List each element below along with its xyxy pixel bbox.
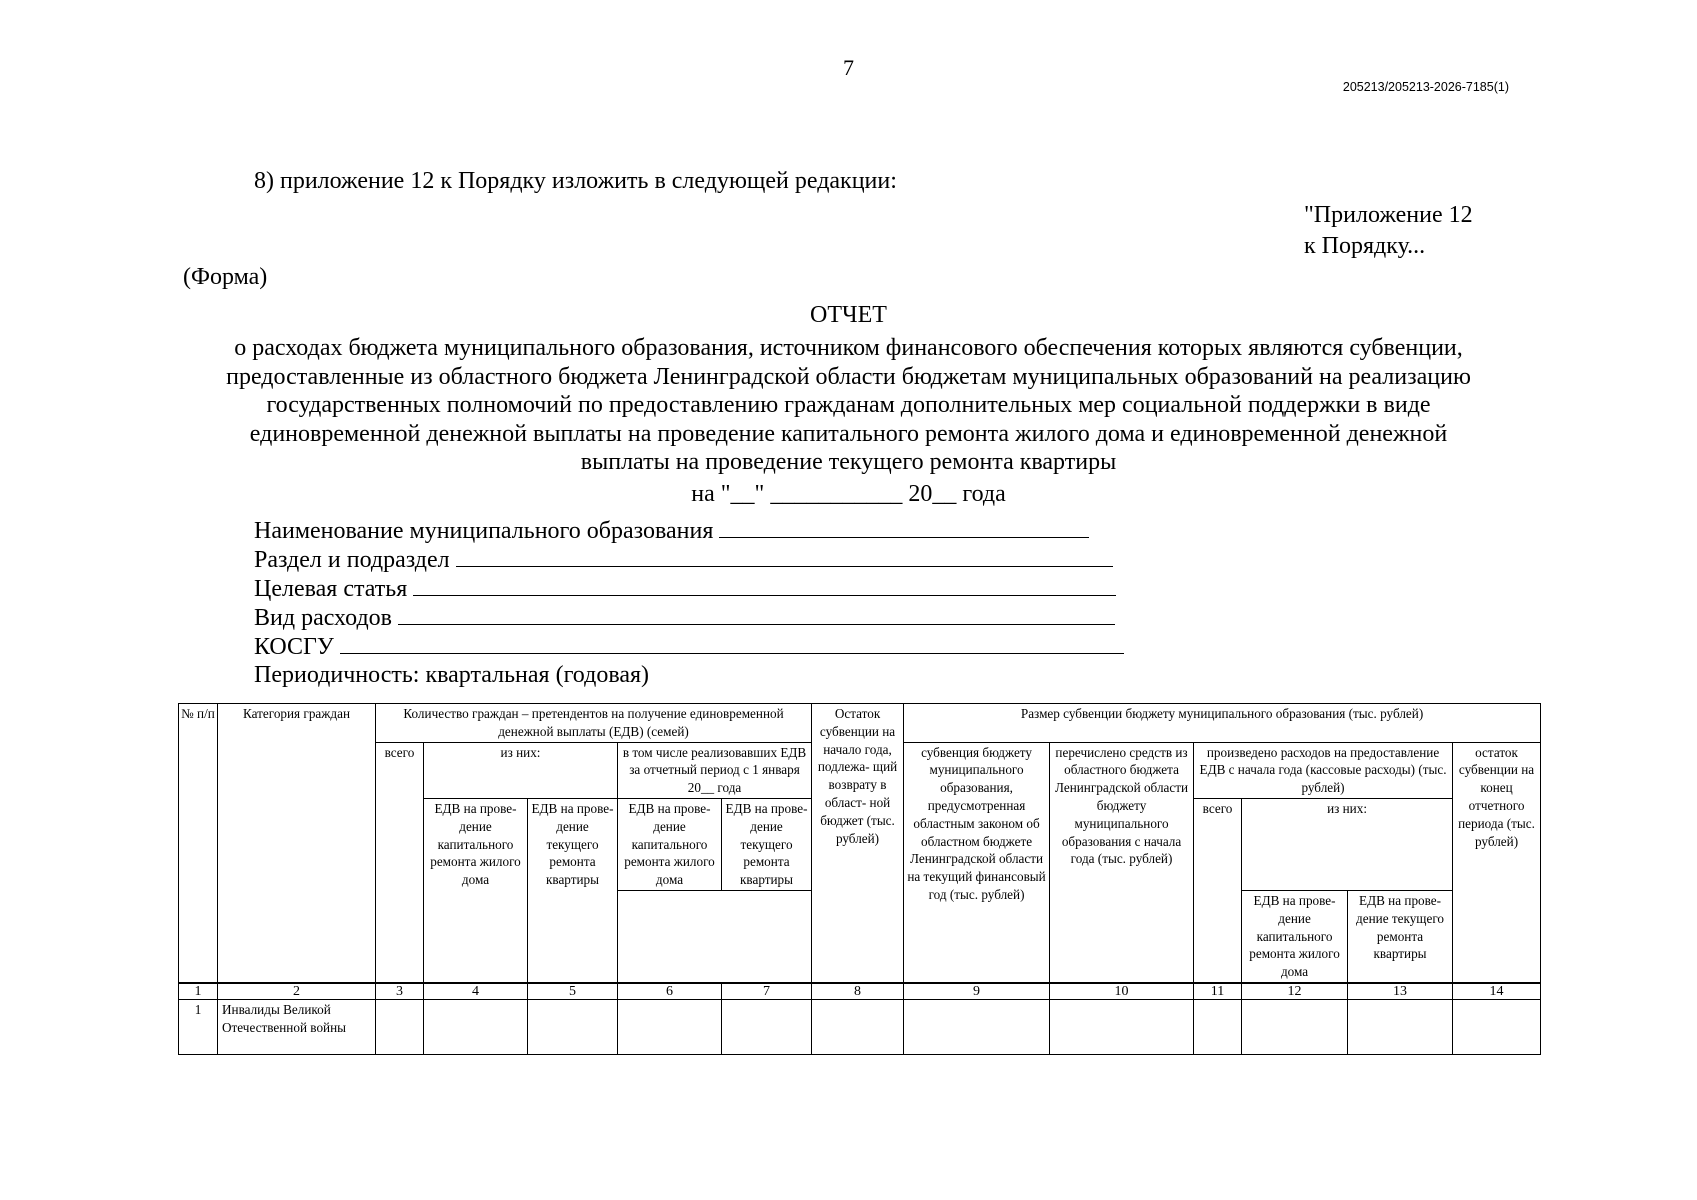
expense-type-label: Вид расходов (254, 605, 392, 631)
table-cell (812, 999, 904, 1054)
section-blank-line (456, 546, 1113, 567)
column-number: 7 (722, 983, 812, 1000)
kosgu-blank-line (340, 633, 1124, 654)
col-header-realized-current: ЕДВ на прове- дение текущего ремонта квартиры (722, 798, 812, 890)
expense-type-field (254, 604, 1115, 632)
column-number: 6 (618, 983, 722, 1000)
column-number: 3 (376, 983, 424, 1000)
column-number: 12 (1242, 983, 1348, 1000)
table-cell (1453, 999, 1541, 1054)
intro-paragraph: 8) приложение 12 к Порядку изложить в следующей редакции: (254, 168, 897, 194)
spacer-cell (618, 890, 722, 982)
section-label: Раздел и подраздел (254, 547, 450, 573)
col-header-remainder-end: остаток субвенции на конец отчетного периода (тыс. рублей) (1453, 742, 1541, 983)
report-desc-line: единовременной денежной выплаты на проведение капитального ремонта жилого дома и единовременной денежной (249, 420, 1448, 447)
report-desc-line: о расходах бюджета муниципального образования, источником финансового обеспечения которых являются субвенции, (234, 335, 1463, 361)
target-item-label: Целевая статья (254, 576, 408, 602)
col-header-subvention-group: Размер субвенции бюджету муниципального образования (тыс. рублей) (904, 704, 1541, 743)
column-number: 5 (528, 983, 618, 1000)
column-number: 2 (218, 983, 376, 1000)
periodicity: Периодичность: квартальная (годовая) (254, 662, 650, 688)
table-cell (1348, 999, 1453, 1054)
table-cell (424, 999, 528, 1054)
row-number: 1 (179, 999, 218, 1054)
appendix-reference (1304, 200, 1473, 262)
report-desc-line: выплаты на проведение текущего ремонта квартиры (580, 449, 1117, 476)
row-category: Инвалиды Великой Отечественной войны (218, 999, 376, 1054)
table-cell (1050, 999, 1194, 1054)
table-row (179, 999, 1541, 1054)
municipality-blank-line (719, 517, 1089, 538)
col-header-expenses-of-them: из них: (1242, 798, 1453, 890)
table-cell (904, 999, 1050, 1054)
appendix-line-1: "Приложение 12 (1304, 202, 1473, 228)
column-number-row (179, 983, 1541, 1000)
col-header-num: № п/п (179, 704, 218, 983)
column-number: 8 (812, 983, 904, 1000)
column-number: 14 (1453, 983, 1541, 1000)
table-cell (528, 999, 618, 1054)
target-item-blank-line (413, 575, 1116, 596)
col-header-category: Категория граждан (218, 704, 376, 983)
page-number: 7 (843, 55, 854, 80)
kosgu-field (254, 633, 1124, 661)
column-number: 11 (1194, 983, 1242, 1000)
report-desc-line: предоставленные из областного бюджета Ленинградской области бюджетам муниципальных образований на реализацию (226, 363, 1471, 390)
column-number: 10 (1050, 983, 1194, 1000)
expense-type-blank-line (398, 604, 1115, 625)
report-desc-line: государственных полномочий по предоставлению гражданам дополнительных мер социальной поддержки в виде (266, 392, 1431, 419)
col-header-of-them: из них: (424, 742, 618, 798)
report-date-line: на "__" ___________ 20__ года (691, 481, 1006, 507)
col-header-realized-capital: ЕДВ на прове- дение капитального ремонта жилого дома (618, 798, 722, 890)
table-cell (376, 999, 424, 1054)
kosgu-label: КОСГУ (254, 634, 334, 660)
table-header-row (179, 704, 1541, 743)
table-cell (1242, 999, 1348, 1054)
document-code: 205213/205213-2026-7185(1) (1342, 80, 1509, 94)
report-title: ОТЧЕТ (810, 302, 887, 328)
report-table (178, 703, 1541, 1055)
col-header-transferred: перечислено средств из областного бюджета Ленинградской области бюджету муниципального образования с начала года (тыс. рублей) (1050, 742, 1194, 983)
spacer-cell (722, 890, 812, 982)
col-header-expenses: произведено расходов на предоставление ЕДВ с начала года (кассовые расходы) (тыс. рублей) (1194, 742, 1453, 798)
col-header-count-group: Количество граждан – претендентов на получение единовременной денежной выплаты (ЕДВ) (семей) (376, 704, 812, 743)
col-header-remainder-start: Остаток субвенции на начало года, подлежа- щий возврату в област- ной бюджет (тыс. рублей) (812, 704, 904, 983)
table-cell (1194, 999, 1242, 1054)
col-header-edv-capital: ЕДВ на прове- дение капитального ремонта жилого дома (424, 798, 528, 982)
column-number: 9 (904, 983, 1050, 1000)
report-description (160, 334, 1537, 477)
col-header-subvention-law: субвенция бюджету муниципального образования, предусмотренная областным законом об областном бюджете Ленинградской области на текущий финансовый год (тыс. рублей) (904, 742, 1050, 983)
col-header-total: всего (376, 742, 424, 983)
table-cell (618, 999, 722, 1054)
col-header-realized: в том числе реализовавших ЕДВ за отчетный период с 1 января 20__ года (618, 742, 812, 798)
municipality-field (254, 517, 1089, 545)
col-header-expenses-total: всего (1194, 798, 1242, 982)
col-header-expenses-current: ЕДВ на прове- дение текущего ремонта квартиры (1348, 890, 1453, 982)
column-number: 1 (179, 983, 218, 1000)
appendix-line-2: к Порядку... (1304, 233, 1426, 259)
column-number: 13 (1348, 983, 1453, 1000)
target-item-field (254, 575, 1116, 603)
table-cell (722, 999, 812, 1054)
municipality-label: Наименование муниципального образования (254, 518, 714, 544)
col-header-edv-current: ЕДВ на прове- дение текущего ремонта квартиры (528, 798, 618, 982)
section-field (254, 546, 1113, 574)
column-number: 4 (424, 983, 528, 1000)
form-label: (Форма) (183, 264, 268, 290)
col-header-expenses-capital: ЕДВ на прове- дение капитального ремонта жилого дома (1242, 890, 1348, 982)
